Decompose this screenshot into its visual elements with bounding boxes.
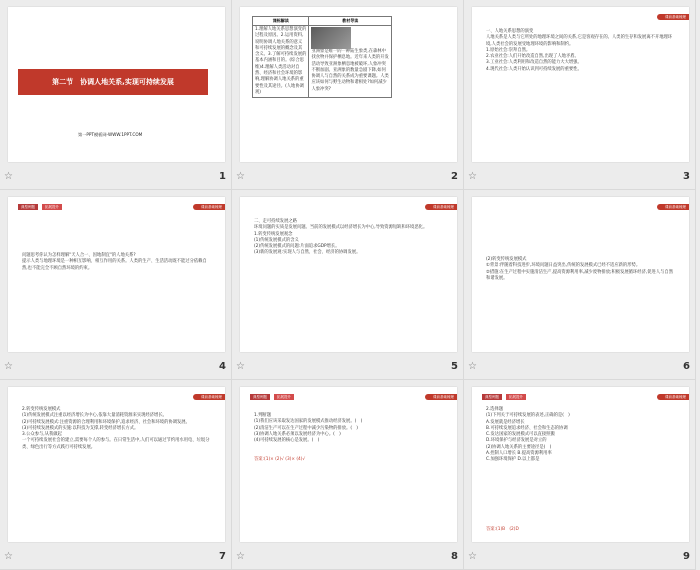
site-text: 第一PPT模板网-WWW.1PPT.COM xyxy=(78,132,143,137)
slide-thumbnail-2[interactable] xyxy=(232,0,464,190)
section-tag: 课前基础梳理 xyxy=(193,394,225,400)
slide-text: 问题思考你认为怎样理解"天人合一、因地制宜"的人地关系? 提示人类与地理环境是一种相互影响、相互作用的关系。人类的生产、生活活动既不能过分依赖自然,也不能完全不顾自然环境的约束。 xyxy=(22,253,207,271)
slide-text: 2.选择题 (1)下列关于可持续发展的表述,正确的是( ) A.发展就是经济增长 B.可持续发展追求经济、社会和生态的协调 C.发达国家的发展模式可以直接照搬 D.环境保护与经济发展是对立的 (2)协调人地关系的主要途径是( ) A.控制人口增长 B.提高资源利用率 C.加强环境保护 D.以上都是 xyxy=(486,407,570,463)
table-header: 课标解读 xyxy=(253,17,309,26)
slide-thumbnail-4[interactable] xyxy=(0,190,232,380)
slide-number: 1 xyxy=(219,171,226,182)
slide-thumbnail-3[interactable] xyxy=(464,0,696,190)
star-icon[interactable]: ☆ xyxy=(468,171,477,182)
slide-footer xyxy=(464,360,696,376)
slide-canvas xyxy=(472,387,689,542)
section-tag-left: 典型例题 xyxy=(482,394,502,400)
section-tag: 课前基础梳理 xyxy=(657,204,689,210)
star-icon[interactable]: ☆ xyxy=(236,171,245,182)
table-header: 教材导读 xyxy=(309,17,392,26)
slide-thumbnail-9[interactable] xyxy=(464,380,696,570)
star-icon[interactable]: ☆ xyxy=(236,551,245,562)
slide-canvas xyxy=(240,387,457,542)
slide-thumbnail-1[interactable] xyxy=(0,0,232,190)
slide-canvas xyxy=(8,387,225,542)
section-tag-left-2: 拓展提升 xyxy=(42,204,62,210)
lesson-table xyxy=(252,16,392,98)
slide-canvas xyxy=(240,7,457,162)
section-tag: 课前基础梳理 xyxy=(425,204,457,210)
section-tag: 课前基础梳理 xyxy=(193,204,225,210)
star-icon[interactable]: ☆ xyxy=(4,171,13,182)
slide-footer xyxy=(232,170,464,186)
answer-text: 答案:(1)× (2)√ (3)× (4)√ xyxy=(254,457,306,462)
star-icon[interactable]: ☆ xyxy=(4,551,13,562)
slide-thumbnail-7[interactable] xyxy=(0,380,232,570)
slide-canvas xyxy=(472,197,689,352)
section-tag: 课前基础梳理 xyxy=(657,14,689,20)
star-icon[interactable]: ☆ xyxy=(4,361,13,372)
section-tag-left: 典型例题 xyxy=(250,394,270,400)
slide-footer xyxy=(464,170,696,186)
slide-footer xyxy=(232,360,464,376)
slide-number: 4 xyxy=(219,361,226,372)
course-standard-text: 1.理解人地关系思想演变的过程及原因。2.运用资料,说明协调人地关系的意义和可持续发展的概念及其含义。3.了解可持续发展的基本内涵和目的。(综合思维)4.理解人类活动对自然、经济和社会环境的影响,理解协调人地关系的重要性及其途径。(人地协调观) xyxy=(253,26,309,98)
slide-text: (2)转变传统发展模式 ①背景:伴随着科技进步,环境问题日益突出,传统的发展模式已经不适应新的形势。 ②措施:在生产过程中实施清洁生产,提高资源利用率,减少废物排放;积极发展循环经济,促进人与自然和谐发展。 xyxy=(486,257,674,281)
slide-footer xyxy=(464,550,696,566)
section-tag-left-2: 拓展提升 xyxy=(274,394,294,400)
slide-canvas xyxy=(8,7,225,162)
star-icon[interactable]: ☆ xyxy=(236,361,245,372)
slide-canvas xyxy=(8,197,225,352)
star-icon[interactable]: ☆ xyxy=(468,361,477,372)
slide-text: 一、人地关系思想的演变 人地关系是人类与它所处的地理环境之间的关系,它是客观存在的。人类的生存和发展离不开地理环境,人类社会的发展受地理环境的影响和制约。 1.原始社会:崇拜自然。 2.农业社会:人们开始改造自然,出现了人地矛盾。 3.工业社会:人类利用和改造自然的能力大大增强。 4.现代社会:人类开始认识到可持续发展的重要性。 xyxy=(486,29,673,72)
slide-thumbnail-6[interactable] xyxy=(464,190,696,380)
slide-text: 1.判断题 (1)我们应该采取发达国家的发展模式推动经济发展。( ) (2)清洁生产可以在生产过程中减少污染物的排放。( ) (3)协调人地关系必须以发展经济为中心。( ) (4)可持续发展的核心是发展。( ) xyxy=(254,413,363,444)
slide-number: 5 xyxy=(451,361,458,372)
slide-footer xyxy=(0,550,232,566)
star-icon[interactable]: ☆ xyxy=(468,551,477,562)
slide-number: 6 xyxy=(683,361,690,372)
slide-canvas xyxy=(472,7,689,162)
answer-text: 答案:(1)B (2)D xyxy=(486,527,519,532)
slide-number: 7 xyxy=(219,551,226,562)
section-tag-left: 典型例题 xyxy=(18,204,38,210)
slide-text: 二、走可持续发展之路 环境问题的实质是发展问题。当前的发展模式以经济增长为中心,导致资源短缺和环境恶化。 1.转变传统发展观念 (1)传统发展模式的含义 (2)传统发展模式的问题:片面追求GDP增长。 (3)新的发展观:实现人与自然、社会、经济的协调发展。 xyxy=(254,219,428,256)
slide-text: 2.转变传统发展模式 (1)传统发展模式注重以经济增长为中心,依靠大量消耗资源来实现经济增长。 (2)可持续发展模式:注重资源的合理利用和环境保护,追求经济、社会和环境的协调发展。 (3)可持续发展模式的实施:以科技为支撑,转变经济增长方式。 3.公众参与,从我做起 一个可持续发展社会的建立,需要每个人的参与。在日常生活中,人们可以通过节约用水用电、垃圾分类、绿色出行等方式践行可持续发展。 xyxy=(22,407,210,450)
elephant-photo xyxy=(311,27,351,49)
slide-footer xyxy=(0,170,232,186)
textbook-guide-text: 亚洲象是唯一的一种陆生象类,在森林中找食物并保护栖息地。近年来人类的开发活动导致亚洲象栖息地被破坏,人象冲突不断加剧。亚洲象的数量急剧下降,如何协调人与自然的关系成为重要课题。人类应该如何与野生动物和谐相处?如何减少人象冲突? xyxy=(311,49,389,92)
slide-footer xyxy=(0,360,232,376)
slide-thumbnail-8[interactable] xyxy=(232,380,464,570)
slide-title: 第二节 协调人地关系,实现可持续发展 xyxy=(18,69,208,95)
slide-canvas xyxy=(240,197,457,352)
slide-number: 9 xyxy=(683,551,690,562)
section-tag-left-2: 拓展提升 xyxy=(506,394,526,400)
slide-footer xyxy=(232,550,464,566)
section-tag: 课前基础梳理 xyxy=(425,394,457,400)
slide-number: 2 xyxy=(451,171,458,182)
section-tag: 课前基础梳理 xyxy=(657,394,689,400)
slide-number: 8 xyxy=(451,551,458,562)
slide-number: 3 xyxy=(683,171,690,182)
slide-thumbnail-5[interactable] xyxy=(232,190,464,380)
